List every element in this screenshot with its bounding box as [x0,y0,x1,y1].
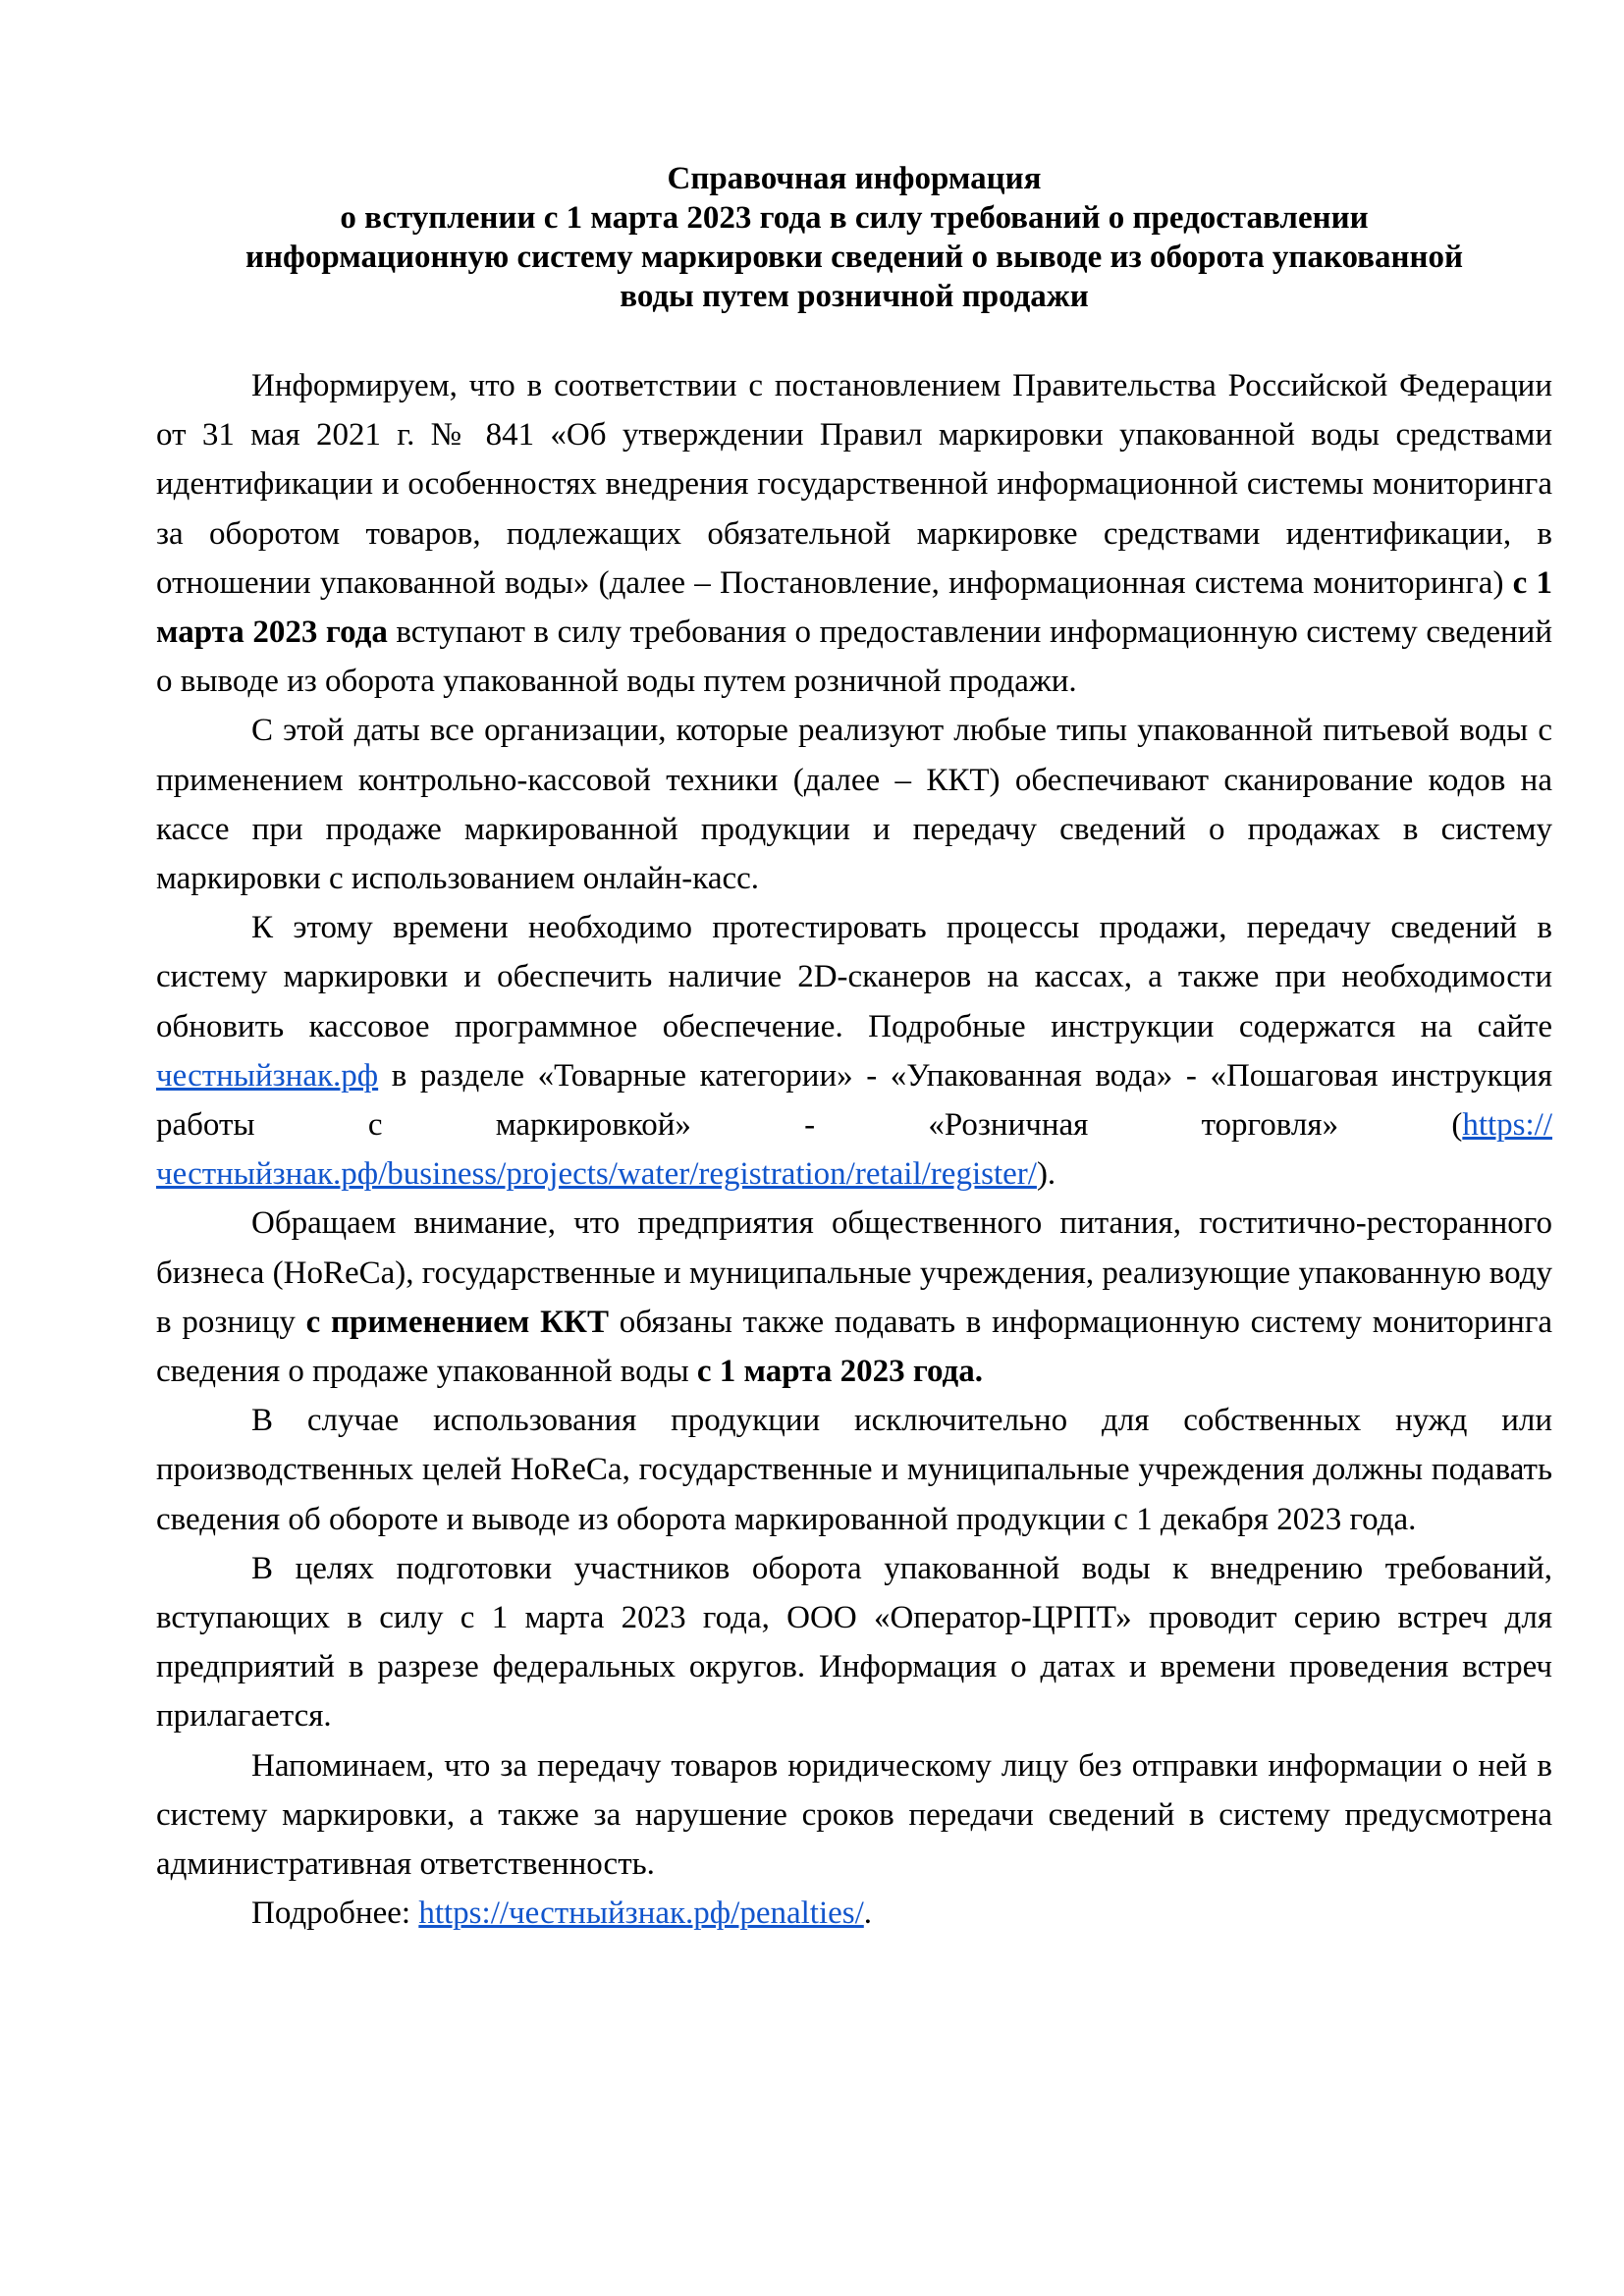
retail-register-link[interactable]: https://честныйзнак.рф/business/projects/water/registration/retail/register/ [156,1107,1552,1193]
paragraph-3-text-middle: в разделе «Товарные категории» - «Упакованная вода» - «Пошаговая инструкция работы с маркировкой» - «Розничная торговля» ( [156,1057,1552,1144]
paragraph-6-text: В целях подготовки участников оборота упакованной воды к внедрению требований, вступающих в силу с 1 марта 2023 года, ООО «Оператор-ЦРПТ» проводит серию встреч для предприятий в разрезе федеральных округов. Информация о датах и времени проведения встреч прилагается. [156,1550,1552,1735]
paragraph-4-text-middle: обязаны также подавать в информационную систему мониторинга сведения о продаже упакованной воды [156,1304,1552,1390]
paragraph-3 [156,903,1552,1199]
paragraph-2-text: С этой даты все организации, которые реализуют любые типы упакованной питьевой воды с применением контрольно-кассовой техники (далее – ККТ) обеспечивают сканирование кодов на кассе при продаже маркированной продукции и передачу сведений о продажах в систему маркировки с использованием онлайн-касс. [156,713,1552,897]
paragraph-1-text-end: вступают в силу требования о предоставлении информационную систему сведений о выводе из оборота упакованной воды путем розничной продажи. [156,614,1552,700]
document-title [156,159,1552,316]
penalties-link[interactable]: https://честныйзнак.рф/penalties/ [418,1896,864,1932]
title-line-3: информационную систему маркировки сведений о выводе из оборота упакованной [244,240,1464,275]
paragraph-7-text: Напоминаем, что за передачу товаров юридическому лицу без отправки информации о ней в систему маркировки, а также за нарушение сроков передачи сведений в систему предусмотрена административная ответственность. [156,1747,1552,1883]
title-line-2: о вступлении с 1 марта 2023 года в силу требований о предоставлении [340,200,1369,236]
title-line-1: Справочная информация [667,161,1042,196]
paragraph-5 [156,1396,1552,1544]
title-line-4: воды путем розничной продажи [620,279,1089,314]
chestnyznak-site-link[interactable]: честныйзнак.рф [156,1057,379,1094]
paragraph-4-bold-kkt: с применением ККТ [305,1304,609,1340]
paragraph-4 [156,1199,1552,1396]
paragraph-1-bold-date: с 1 марта 2023 года [156,564,1553,651]
paragraph-7 [156,1741,1552,1890]
paragraph-2 [156,706,1552,903]
document-page [156,159,1552,1939]
paragraph-4-text: Обращаем внимание, что предприятия общественного питания, гоститично-ресторанного бизнеса (HoReCa), государственные и муниципальные учреждения, реализующие упакованную воду в розницу [156,1205,1552,1340]
paragraph-1-text: Информируем, что в соответствии с постановлением Правительства Российской Федерации от 31 мая 2021 г. № 841 «Об утверждении Правил маркировки упакованной воды средствами идентификации и особенностях внедрения государственной информационной системы мониторинга за оборотом товаров, подлежащих обязательной маркировке средствами идентификации, в отношении упакованной воды» (далее – Постановление, информационная система мониторинга) [156,368,1552,601]
paragraph-8 [156,1889,1552,1938]
paragraph-3-text: К этому времени необходимо протестировать процессы продажи, передачу сведений в систему маркировки и обеспечить наличие 2D-сканеров на кассах, а также при необходимости обновить кассовое программное обеспечение. Подробные инструкции содержатся на сайте [156,910,1552,1044]
paragraph-8-text-end: . [863,1896,873,1932]
document-body [156,361,1552,1939]
paragraph-5-text: В случае использования продукции исключительно для собственных нужд или производственных целей HoReCa, государственные и муниципальные учреждения должны подавать сведения об обороте и выводе из оборота маркированной продукции с 1 декабря 2023 года. [156,1403,1552,1537]
paragraph-1 [156,361,1552,706]
paragraph-3-text-end: ). [1036,1156,1056,1193]
paragraph-4-bold-date: с 1 марта 2023 года. [696,1354,983,1390]
paragraph-8-text: Подробнее: [251,1896,419,1932]
paragraph-6 [156,1544,1552,1741]
